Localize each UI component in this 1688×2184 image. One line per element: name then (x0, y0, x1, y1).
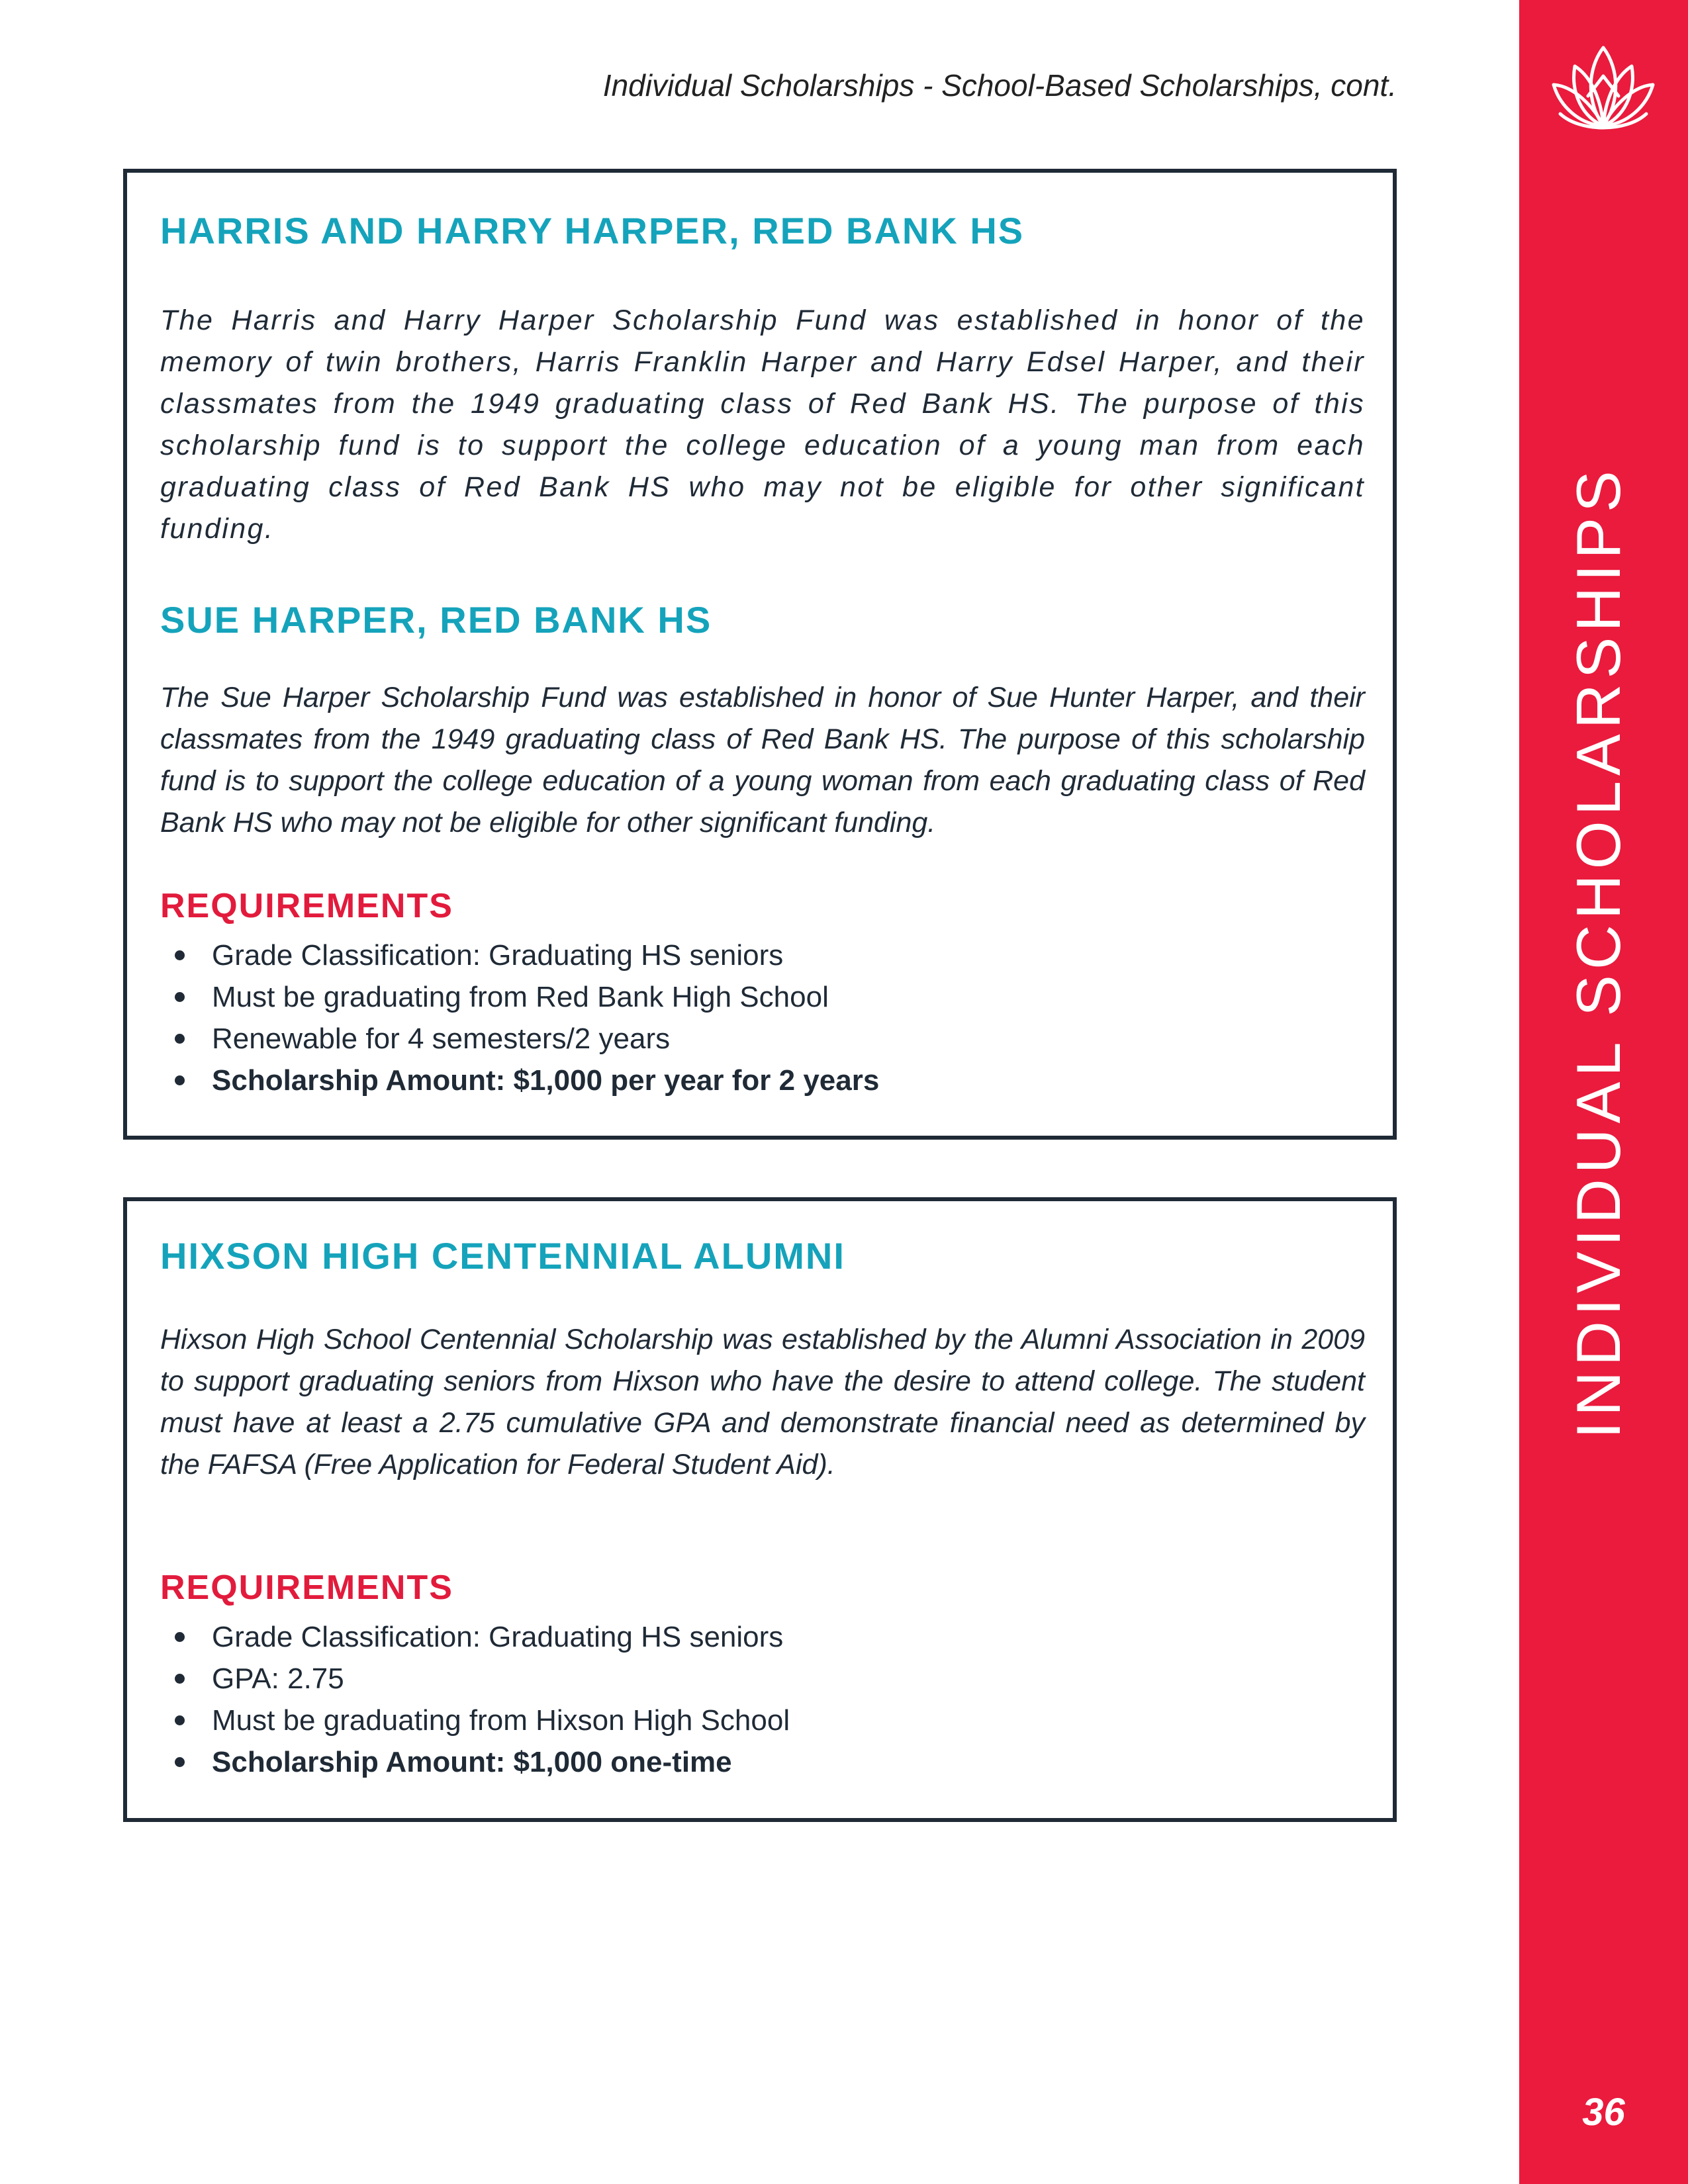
bullet-icon (175, 1632, 185, 1642)
requirement-text: Must be graduating from Hixson High School (212, 1704, 790, 1737)
requirement-item-amount (160, 1741, 790, 1783)
bullet-icon (175, 992, 185, 1002)
requirement-text: GPA: 2.75 (212, 1662, 344, 1695)
scholarship-heading-harris-harry-harper: HARRIS AND HARRY HARPER, RED BANK HS (160, 210, 1025, 251)
scholarship-card-hixson (123, 1197, 1397, 1822)
requirement-item (160, 976, 879, 1018)
scholarship-amount: Scholarship Amount: $1,000 one-time (212, 1746, 732, 1778)
requirements-list (160, 1616, 790, 1783)
scholarship-description-harris-harry-harper: The Harris and Harry Harper Scholarship Fund was established in honor of the memory of twin brothers, Harris Franklin Harper and Harry Edsel Harper, and their classmates from the 1949 graduating class of Red Bank HS. The purpose of this scholarship fund is to support the college education of a young man from each graduating class of Red Bank HS who may not be eligible for other significant funding. (160, 304, 1365, 545)
lotus-icon (1547, 40, 1660, 139)
bullet-icon (175, 950, 185, 960)
page-number: 36 (1582, 2091, 1625, 2134)
requirements-title: REQUIREMENTS (160, 1569, 453, 1607)
scholarship-description-sue-harper: The Sue Harper Scholarship Fund was established in honor of Sue Hunter Harper, and their classmates from the 1949 graduating class of Red Bank HS. The purpose of this scholarship fund is to support the college education of a young woman from each graduating class of Red Bank HS who may not be eligible for other significant funding. (160, 682, 1365, 839)
requirement-text: Grade Classification: Graduating HS seniors (212, 1621, 784, 1653)
requirement-text: Must be graduating from Red Bank High School (212, 981, 829, 1013)
scholarship-description-hixson: Hixson High School Centennial Scholarship was established by the Alumni Association in 2009 to support graduating seniors from Hixson who have the desire to attend college. The student must have at least a 2.75 cumulative GPA and demonstrate financial need as determined by the FAFSA (Free Application for Federal Student Aid). (160, 1324, 1365, 1480)
bullet-icon (175, 1034, 185, 1044)
requirement-text: Renewable for 4 semesters/2 years (212, 1023, 671, 1055)
requirements-list (160, 934, 879, 1101)
requirement-item (160, 1700, 790, 1741)
running-header: Individual Scholarships - School-Based Scholarships, cont. (602, 68, 1397, 103)
bullet-icon (175, 1075, 185, 1085)
bullet-icon (175, 1715, 185, 1725)
scholarship-heading-sue-harper: SUE HARPER, RED BANK HS (160, 599, 712, 641)
section-title: INDIVIDUAL SCHOLARSHIPS (1564, 465, 1633, 1439)
scholarship-card-harper (123, 169, 1397, 1140)
bullet-icon (175, 1674, 185, 1684)
requirement-item-amount (160, 1060, 879, 1101)
section-sidebar (1519, 0, 1688, 2184)
requirement-item (160, 934, 879, 976)
scholarship-heading-hixson: HIXSON HIGH CENTENNIAL ALUMNI (160, 1235, 845, 1277)
requirements-title: REQUIREMENTS (160, 887, 453, 925)
requirement-item (160, 1616, 790, 1658)
scholarship-amount: Scholarship Amount: $1,000 per year for 2 years (212, 1064, 880, 1097)
bullet-icon (175, 1757, 185, 1767)
requirement-item (160, 1018, 879, 1060)
requirement-item (160, 1658, 790, 1700)
requirement-text: Grade Classification: Graduating HS seniors (212, 939, 784, 972)
